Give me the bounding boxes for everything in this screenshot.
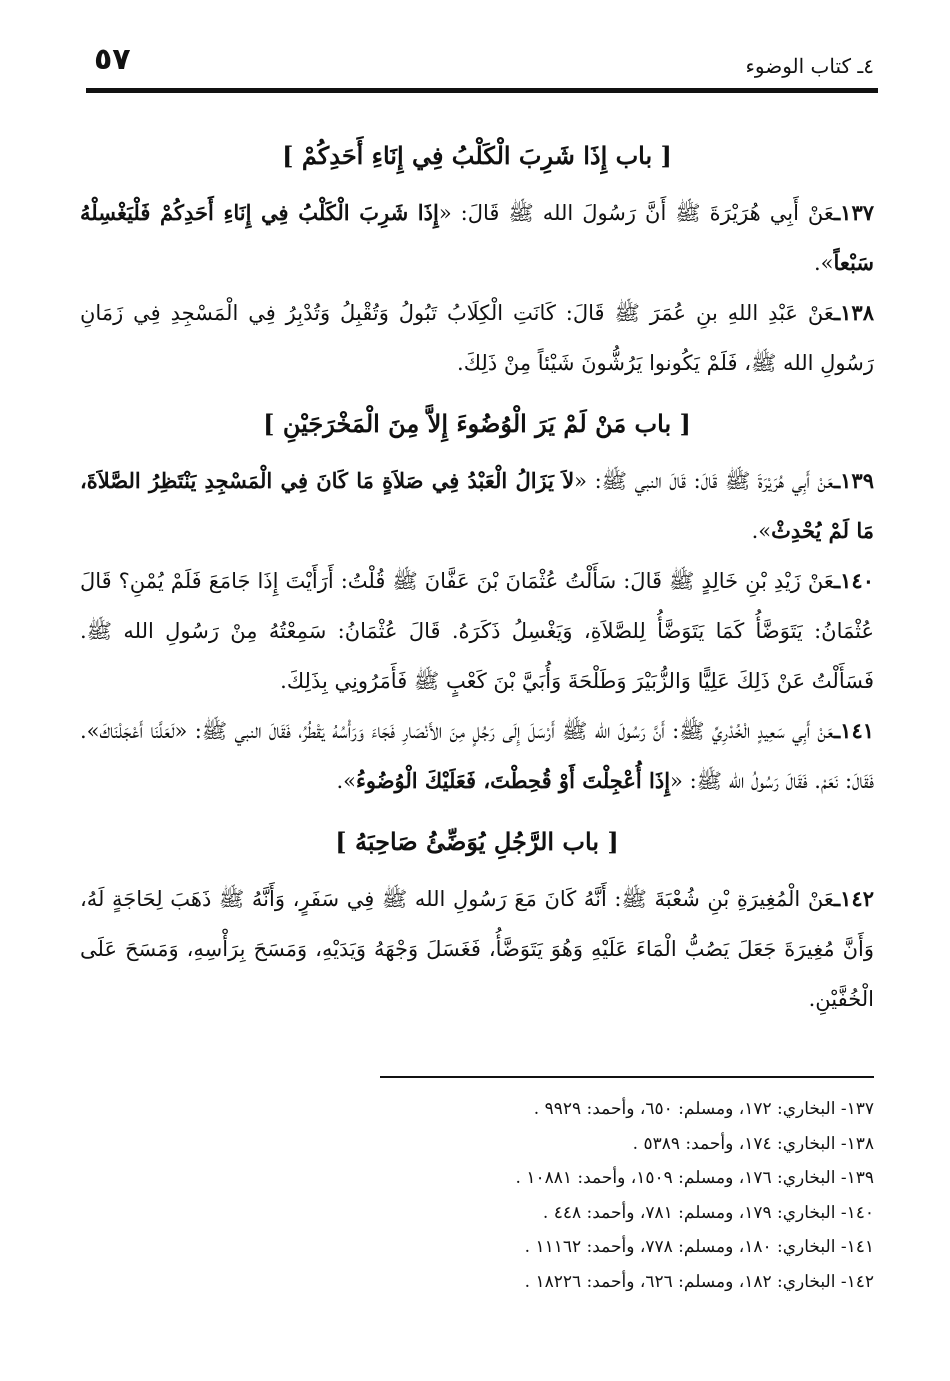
header-rule bbox=[86, 88, 878, 93]
footnote: ١٤١- البخاري: ١٨٠، ومسلم: ٧٧٨، وأحمد: ١١١٦٢ . bbox=[524, 1237, 874, 1257]
footnote-rule bbox=[380, 1076, 874, 1078]
chapter-heading: [ باب إِذَا شَرِبَ الْكَلْبُ فِي إِنَاءِ أَحَدِكُمْ ] bbox=[282, 141, 672, 170]
hadith-paragraph bbox=[80, 556, 874, 706]
hadith-tail: ». bbox=[336, 769, 356, 793]
hadith-number: ١٣٩ـ bbox=[833, 468, 874, 493]
hadith-text: عَنْ الْمُغِيرَةِ بْنِ شُعْبَةَ ﷺ: أَنَّهُ كَانَ مَعَ رَسُولِ الله ﷺ فِي سَفَرٍ، وَأَنَّهُ ﷺ ذَهَبَ لِحَاجَةٍ لَهُ، وَأَنَّ مُغِيرَةَ جَعَلَ يَصُبُّ الْمَاءَ عَلَيْهِ وَهُوَ يَتَوَضَّأُ، فَغَسَلَ وَجْهَهُ وَيَدَيْهِ، وَمَسَحَ بِرَأْسِهِ، وَمَسَحَ عَلَى الْخُفَّيْنِ. bbox=[80, 887, 874, 1011]
hadith-quote: لاَ يَزَالُ الْعَبْدُ فِي صَلاَةٍ مَا كَانَ فِي الْمَسْجِدِ يَنْتَظِرُ الصَّلاَةَ، مَا لَمْ يُحْدِثْ bbox=[80, 468, 874, 543]
hadith-paragraph bbox=[80, 456, 874, 556]
hadith-number: ١٤٠ـ bbox=[834, 568, 874, 593]
hadith-quote: إِذَا أُعْجِلْتَ أَوْ قُحِطْتَ، فَعَلَيْكَ الْوُضُوءُ bbox=[355, 768, 671, 793]
page-number: ٥٧ bbox=[94, 42, 131, 77]
hadith-quote: إِذَا شَرِبَ الْكَلْبُ فِي إِنَاءِ أَحَدِكُمْ فَلْيَغْسِلْهُ سَبْعاً bbox=[80, 200, 874, 275]
hadith-number: ١٣٧ـ bbox=[834, 200, 875, 225]
footnote: ١٣٨- البخاري: ١٧٤، وأحمد: ٥٣٨٩ . bbox=[632, 1133, 874, 1154]
footnote: ١٤٢- البخاري: ١٨٢، ومسلم: ٦٢٦، وأحمد: ١٨٢٢٦ . bbox=[524, 1271, 874, 1292]
footnote: ١٤٠- البخاري: ١٧٩، ومسلم: ٧٨١، وأحمد: ٤٤٨ . bbox=[542, 1202, 874, 1223]
hadith-text: عَنْ زَيْدِ بْنِ خَالِدٍ ﷺ قَالَ: سَأَلْتُ عُثْمَانَ بْنَ عَفَّانَ ﷺ قُلْتُ: أَرَأَيْتَ إِذَا جَامَعَ فَلَمْ يُمْنِ؟ قَالَ عُثْمَانُ: يَتَوَضَّأُ كَمَا يَتَوَضَّأُ لِلصَّلاَةِ، وَيَغْسِلُ ذَكَرَهُ. قَالَ عُثْمَانُ: سَمِعْتُهُ مِنْ رَسُولِ الله ﷺ. فَسَأَلْتُ عَنْ ذَلِكَ عَلِيًّا وَالزُّبَيْرَ وَطَلْحَةَ وَأُبَيَّ بْنَ كَعْبٍ ﷺ فَأَمَرُونِي بِذَلِكَ. bbox=[80, 569, 874, 693]
page-header bbox=[86, 40, 878, 94]
hadith-number: ١٤١ـ bbox=[834, 718, 875, 743]
footnote: ١٣٩- البخاري: ١٧٦، ومسلم: ١٥٠٩، وأحمد: ١٠٨٨١ . bbox=[515, 1168, 874, 1188]
hadith-text: عَنْ أَبِي سَعِيدٍ الْخُدْرِيِّ ﷺ: أَنَّ رَسُولَ الله ﷺ أَرْسَلَ إِلَى رَجُلٍ مِنَ الأَنْصَارِ فَجَاءَ وَرَأْسُهُ يَقْطُرُ، فَقَالَ النبي ﷺ: «لَعَلَّنَا أَعْجَلْنَاكَ». فَقَالَ: نَعَمْ. فَقَالَ رَسُولُ الله ﷺ: « bbox=[80, 719, 874, 793]
hadith-text: عَنْ أَبِي هُرَيْرَةَ ﷺ قَالَ: قَالَ النبي ﷺ: « bbox=[574, 469, 834, 493]
hadith-paragraph bbox=[80, 706, 874, 806]
chapter-heading: [ باب مَنْ لَمْ يَرَ الْوُضُوءَ إِلاَّ مِنَ الْمَخْرَجَيْنِ ] bbox=[263, 409, 691, 438]
hadith-paragraph bbox=[80, 288, 874, 388]
hadith-text: عَنْ أَبِي هُرَيْرَةَ ﷺ أَنَّ رَسُولَ الله ﷺ قَالَ: « bbox=[438, 201, 835, 225]
footnote: ١٣٧- البخاري: ١٧٢، ومسلم: ٦٥٠، وأحمد: ٩٩٢٩ . bbox=[533, 1099, 874, 1119]
hadith-text: عَنْ عَبْدِ اللهِ بنِ عُمَرَ ﷺ قَالَ: كَانَتِ الْكِلَابُ تَبُولُ وَتُقْبِلُ وَتُدْبِرُ فِي الْمَسْجِدِ فِي زَمَانِ رَسُولِ الله ﷺ، فَلَمْ يَكُونوا يَرُشُّونَ شَيْئاً مِنْ ذَلِكَ. bbox=[80, 301, 874, 375]
hadith-number: ١٤٢ـ bbox=[834, 886, 874, 911]
footnotes bbox=[380, 1092, 874, 1299]
hadith-paragraph bbox=[80, 874, 874, 1024]
hadith-paragraph bbox=[80, 188, 874, 288]
hadith-tail: ». bbox=[751, 519, 772, 543]
running-head: ٤ـ كتاب الوضوء bbox=[745, 54, 874, 78]
chapter-heading: [ باب الرَّجُلِ يُوَضِّئُ صَاحِبَهُ ] bbox=[335, 827, 619, 856]
hadith-tail: ». bbox=[814, 251, 834, 275]
hadith-number: ١٣٨ـ bbox=[834, 300, 874, 325]
main-text bbox=[80, 120, 874, 1024]
